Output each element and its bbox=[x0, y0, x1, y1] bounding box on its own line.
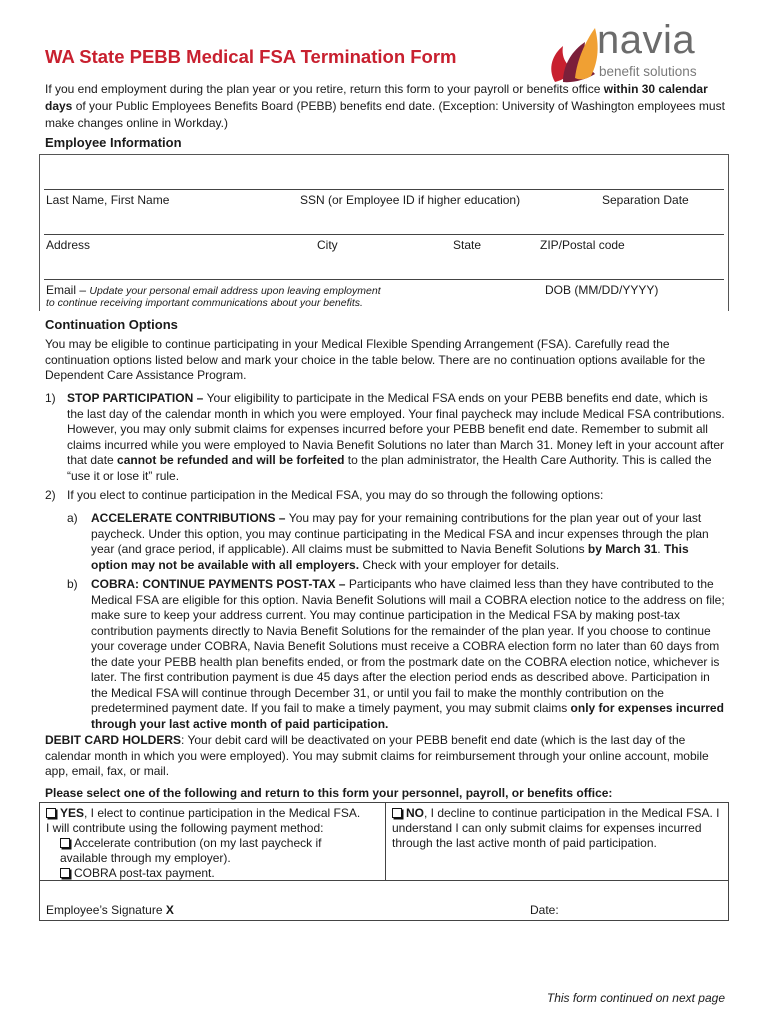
employee-info-box bbox=[39, 154, 729, 311]
yes-checkbox[interactable] bbox=[46, 808, 56, 818]
option-a-text-2: . bbox=[657, 542, 664, 556]
choice-divider bbox=[385, 803, 386, 880]
intro-bold: within 30 calendar days bbox=[45, 82, 708, 113]
signature-field[interactable] bbox=[46, 903, 174, 917]
separation-date-label[interactable]: Separation Date bbox=[602, 193, 689, 207]
name-line bbox=[44, 189, 724, 190]
select-instruction: Please select one of the following and return to this form your personnel, payroll, or benefits office: bbox=[45, 786, 613, 800]
cobra-checkbox[interactable] bbox=[60, 868, 70, 878]
yes-text: , I elect to continue participation in the Medical FSA. bbox=[84, 806, 361, 820]
item1-bold-2: cannot be refunded and will be forfeited bbox=[117, 453, 345, 467]
option-a-text-3: Check with your employer for details. bbox=[359, 557, 560, 572]
accelerate-text: Accelerate contribution (on my last paycheck if available through my employer). bbox=[60, 836, 322, 865]
intro-text-1: If you end employment during the plan year or you retire, return this form to your payroll or benefits office bbox=[45, 82, 604, 96]
yes-label: YES bbox=[60, 806, 85, 820]
cobra-option bbox=[60, 866, 360, 881]
option-a-bold-3: This option may not be available with all employers. bbox=[91, 542, 689, 572]
intro-paragraph bbox=[45, 81, 725, 132]
date-field[interactable]: Date: bbox=[530, 903, 559, 917]
email-label[interactable] bbox=[46, 283, 381, 297]
choice-table bbox=[39, 802, 729, 921]
logo-word: navia bbox=[597, 18, 696, 62]
email-note-2: to continue receiving important communications about your benefits. bbox=[46, 297, 363, 309]
accelerate-option bbox=[60, 836, 360, 866]
item2-paragraph: If you elect to continue participation in the Medical FSA, you may do so through the following options: bbox=[67, 488, 604, 502]
item1-paragraph bbox=[67, 391, 725, 484]
accelerate-checkbox[interactable] bbox=[60, 838, 70, 848]
signature-x: X bbox=[165, 903, 174, 917]
email-line bbox=[44, 279, 724, 280]
address-label[interactable]: Address bbox=[46, 238, 91, 252]
item1-text-2: to the plan administrator, the Health Care Authority. This is called the “use it or lose it” rule. bbox=[67, 453, 712, 483]
option-b-paragraph bbox=[91, 577, 725, 732]
cobra-text: COBRA post-tax payment. bbox=[74, 866, 215, 880]
continuation-intro: You may be eligible to continue participating in your Medical Flexible Spending Arrangement (FSA). Carefully read the continuation options listed below and mark your choice in the table below. There are no continuation options available for the Dependent Care Assistance Program. bbox=[45, 337, 706, 382]
logo-tagline: benefit solutions bbox=[599, 64, 697, 79]
yes-option bbox=[46, 806, 382, 836]
signature-label: Employee’s Signature bbox=[46, 903, 166, 917]
form-title: WA State PEBB Medical FSA Termination Form bbox=[45, 46, 457, 67]
debit-bold: DEBIT CARD HOLDERS bbox=[45, 733, 182, 747]
item1-number: 1) bbox=[45, 391, 56, 405]
no-checkbox[interactable] bbox=[392, 808, 402, 818]
yes-line-2: I will contribute using the following payment method: bbox=[46, 821, 324, 835]
option-b-bold: COBRA: CONTINUE PAYMENTS POST-TAX – bbox=[91, 577, 349, 591]
item2-number: 2) bbox=[45, 488, 56, 502]
email-note-1: Update your personal email address upon leaving employment bbox=[89, 285, 381, 297]
option-a-text: You may pay for your remaining contributions for the plan year out of your last paycheck. Under this option, you may continue participating in the Medical FSA and incur expenses through the plan year (and grace period, if applicable). All claims must be submitted to Navia Benefit Solutions bbox=[91, 511, 709, 556]
continued-note: This form continued on next page bbox=[546, 991, 725, 1005]
item1-bold: STOP PARTICIPATION – bbox=[67, 391, 207, 405]
last-first-name-label[interactable]: Last Name, First Name bbox=[46, 193, 170, 207]
option-a-number: a) bbox=[67, 511, 78, 525]
option-a-bold: ACCELERATE CONTRIBUTIONS – bbox=[91, 511, 289, 525]
continuation-heading: Continuation Options bbox=[45, 317, 178, 332]
option-b-number: b) bbox=[67, 577, 78, 591]
debit-card-paragraph bbox=[45, 733, 725, 780]
option-a-bold-2: by March 31 bbox=[587, 542, 658, 556]
option-b-bold-2: only for expenses incurred through your last active month of paid participation. bbox=[91, 701, 724, 731]
option-a-paragraph bbox=[91, 511, 725, 573]
ssn-label[interactable]: SSN (or Employee ID if higher education) bbox=[300, 193, 521, 207]
no-text: , I decline to continue participation in the Medical FSA. I understand I can only submit claims for expenses incurred through the last active month of paid participation. bbox=[392, 806, 720, 850]
no-option bbox=[392, 806, 722, 851]
item1-text-1: Your eligibility to participate in the Medical FSA ends on your PEBB benefits end date, which is the last day of the calendar month in which you were employed. Your final paycheck may include Medical FSA contributions. However, you may only submit claims for expenses incurred before your PEBB benefit end date. Remember to submit all claims incurred while you were employed to Navia Benefit Solutions no later than March 31. Money left in your account after that date bbox=[67, 391, 725, 467]
employee-info-heading: Employee Information bbox=[45, 135, 182, 150]
dob-label[interactable]: DOB (MM/DD/YYYY) bbox=[545, 283, 659, 297]
zip-label[interactable]: ZIP/Postal code bbox=[540, 238, 625, 252]
city-label[interactable]: City bbox=[317, 238, 338, 252]
email-label-text: Email – bbox=[46, 283, 90, 297]
no-label: NO bbox=[406, 806, 424, 820]
state-label[interactable]: State bbox=[453, 238, 482, 252]
address-line bbox=[44, 234, 724, 235]
debit-text: : Your debit card will be deactivated on your PEBB benefit end date (which is the last day of the calendar month in which you were employed). You may submit claims for reimbursement through your online account, mobile app, email, fax, or mail. bbox=[45, 733, 709, 778]
option-b-text: Participants who have claimed less than they have contributed to the Medical FSA are eligible for this option. Navia Benefit Solutions will mail a COBRA election notice to the address on file; make sure to keep your address current. You may continue participation in the Medical FSA by making post-tax contribution payments directly to Navia Benefit Solutions for the remainder of the plan year. If you choose to continue your coverage under COBRA, Navia Benefit Solutions must receive a COBRA election form no later than 60 days from the date your PEBB health plan benefits ended, or from the postmark date on the COBRA election notice, whichever is later. The first contribution payment is due 45 days after the election period ends as described above. Participation in the Medical FSA will continue through December 31, or until you fail to make the monthly contribution on the predetermined payment date. If you fail to make a timely payment, you may submit claims bbox=[91, 577, 725, 715]
intro-text-2: of your Public Employees Benefits Board (PEBB) benefits end date. (Exception: University of Washington employees must make changes online in Workday.) bbox=[45, 99, 725, 130]
